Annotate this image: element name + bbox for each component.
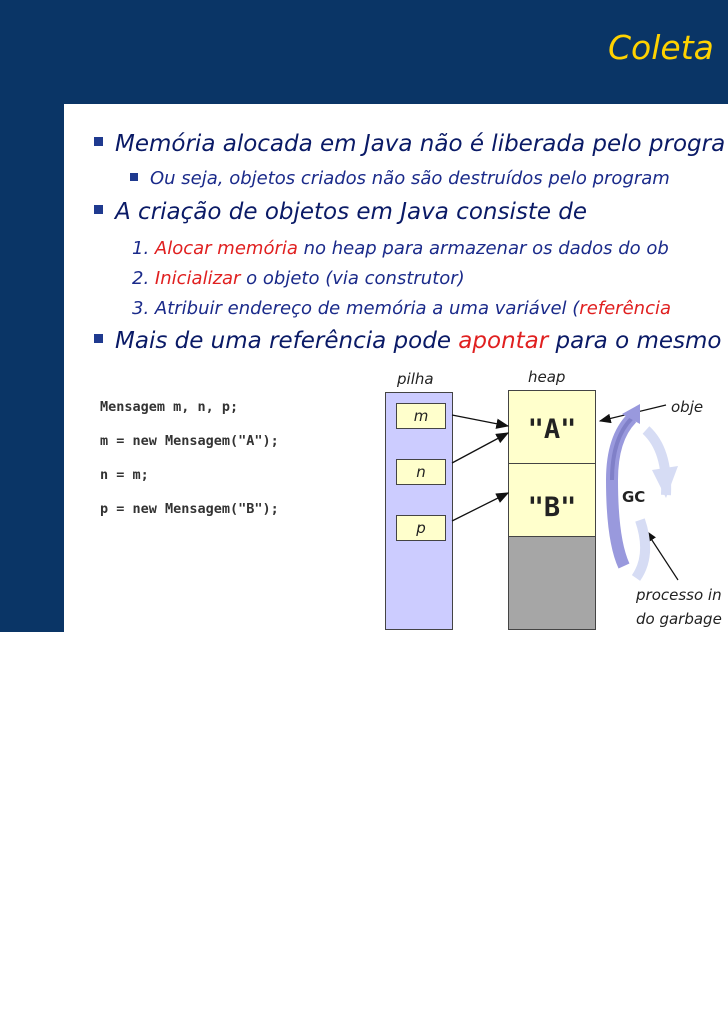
heap-object-a: "A" bbox=[509, 391, 595, 464]
arrow-gc-process bbox=[646, 531, 678, 580]
code-line-new-b: p = new Mensagem("B"); bbox=[100, 501, 279, 517]
stack-slot-m: m bbox=[396, 403, 446, 429]
arrow-p-to-b bbox=[452, 493, 508, 521]
code-line-declare: Mensagem m, n, p; bbox=[100, 399, 239, 415]
bullet-memory-not-freed: Memória alocada em Java não é liberada pelo progra bbox=[94, 131, 725, 157]
stack-label: pilha bbox=[397, 370, 434, 388]
stack-slot-n: n bbox=[396, 459, 446, 485]
step-initialize: 2. Inicializar o objeto (via construtor) bbox=[132, 268, 465, 289]
gc-label: GC bbox=[622, 488, 646, 506]
process-label-line1: processo in bbox=[636, 586, 722, 604]
bullet-objects-not-destroyed: Ou seja, objetos criados não são destruídos pelo program bbox=[130, 168, 670, 189]
heap-object-b: "B" bbox=[509, 464, 595, 537]
step-allocate-memory: 1. Alocar memória no heap para armazenar os dados do ob bbox=[132, 238, 669, 259]
arrow-m-to-a bbox=[452, 415, 508, 426]
code-line-new-a: m = new Mensagem("A"); bbox=[100, 433, 279, 449]
objects-label: obje bbox=[671, 398, 704, 416]
slide-title: Coleta bbox=[608, 28, 714, 67]
stack-slot-p: p bbox=[396, 515, 446, 541]
arrow-n-to-a bbox=[452, 433, 508, 463]
step-assign-address: 3. Atribuir endereço de memória a uma variável (referência bbox=[132, 298, 671, 319]
code-line-assign-n: n = m; bbox=[100, 467, 149, 483]
bullet-multiple-references: Mais de uma referência pode apontar para o mesmo bbox=[94, 328, 721, 354]
bullet-object-creation: A criação de objetos em Java consiste de bbox=[94, 199, 587, 225]
process-label-line2: do garbage bbox=[636, 610, 722, 628]
heap-label: heap bbox=[528, 368, 566, 386]
